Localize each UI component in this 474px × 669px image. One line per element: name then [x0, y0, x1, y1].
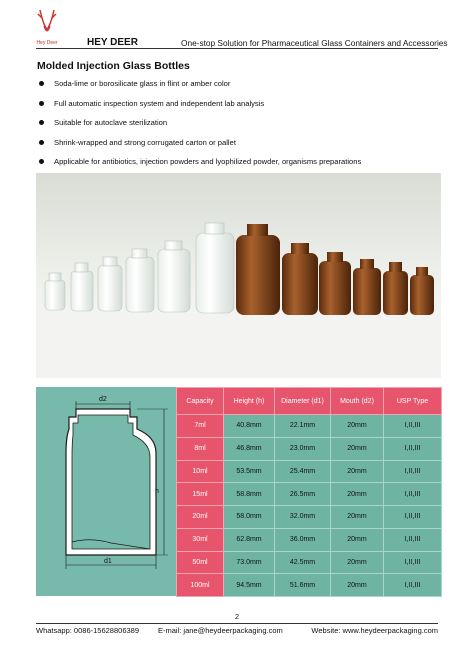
table-cell: 58.8mm	[224, 483, 275, 506]
column-header: USP Type	[384, 388, 442, 415]
table-cell: 26.5mm	[275, 483, 331, 506]
clear-bottle	[45, 223, 234, 313]
table-row	[177, 574, 442, 597]
bullet-icon	[39, 120, 44, 125]
footer-divider	[36, 623, 438, 624]
feature-item	[39, 118, 449, 138]
column-header: Diameter (d1)	[275, 388, 331, 415]
table-cell: 100ml	[177, 574, 224, 597]
table-cell: I,II,III	[384, 437, 442, 460]
table-cell: 50ml	[177, 551, 224, 574]
table-cell: 15ml	[177, 483, 224, 506]
table-cell: 20mm	[331, 437, 384, 460]
spec-table-wrap	[176, 387, 441, 596]
table-cell: 30ml	[177, 528, 224, 551]
feature-text: Suitable for autoclave sterilization	[54, 118, 168, 127]
table-cell: 53.5mm	[224, 460, 275, 483]
table-cell: 8ml	[177, 437, 224, 460]
footer-whatsapp: Whatsapp: 0086-15628806389	[36, 626, 140, 635]
table-header-row	[177, 388, 442, 415]
table-cell: 58.0mm	[224, 506, 275, 529]
table-row	[177, 483, 442, 506]
table-cell: 46.8mm	[224, 437, 275, 460]
table-cell: 20mm	[331, 528, 384, 551]
feature-list	[39, 79, 449, 177]
table-cell: I,II,III	[384, 528, 442, 551]
table-cell: 20ml	[177, 506, 224, 529]
table-cell: 23.0mm	[275, 437, 331, 460]
table-cell: 94.5mm	[224, 574, 275, 597]
table-cell: 20mm	[331, 415, 384, 438]
feature-item	[39, 99, 449, 119]
dimension-diagram	[36, 387, 176, 596]
bullet-icon	[39, 81, 44, 86]
bullet-icon	[39, 159, 44, 164]
spec-table	[176, 387, 442, 597]
bullet-icon	[39, 140, 44, 145]
table-cell: 62.8mm	[224, 528, 275, 551]
brand-name: HEY DEER	[87, 37, 138, 48]
feature-item	[39, 79, 449, 99]
table-cell: 32.0mm	[275, 506, 331, 529]
d1-label: d1	[104, 558, 112, 565]
table-cell: 20mm	[331, 460, 384, 483]
table-cell: 20mm	[331, 506, 384, 529]
table-cell: I,II,III	[384, 415, 442, 438]
footer-website[interactable]: Website: www.heydeerpackaging.com	[311, 626, 438, 635]
bullet-icon	[39, 101, 44, 106]
table-cell: 42.5mm	[275, 551, 331, 574]
table-row	[177, 506, 442, 529]
page-header	[0, 0, 474, 50]
table-cell: 25.4mm	[275, 460, 331, 483]
table-cell: 22.1mm	[275, 415, 331, 438]
feature-text: Soda-lime or borosilicate glass in flint or amber color	[54, 79, 231, 88]
page-number: 2	[234, 612, 240, 621]
amber-bottle	[236, 224, 434, 315]
table-cell: 40.8mm	[224, 415, 275, 438]
table-cell: 20mm	[331, 551, 384, 574]
table-cell: 20mm	[331, 483, 384, 506]
table-cell: 20mm	[331, 574, 384, 597]
feature-text: Shrink-wrapped and strong corrugated carton or pallet	[54, 137, 236, 147]
table-cell: I,II,III	[384, 506, 442, 529]
h-label: h	[155, 488, 159, 495]
product-photo	[36, 173, 441, 378]
header-divider	[36, 48, 438, 49]
page-title: Molded Injection Glass Bottles	[37, 60, 190, 72]
bottle-dimension-drawing	[36, 387, 176, 596]
column-header: Mouth (d2)	[331, 388, 384, 415]
column-header: Height (h)	[224, 388, 275, 415]
logo-text: Hey Deer	[36, 40, 58, 46]
table-row	[177, 528, 442, 551]
tagline: One-stop Solution for Pharmaceutical Glass Containers and Accessories	[181, 38, 448, 48]
table-cell: 36.0mm	[275, 528, 331, 551]
feature-item	[39, 138, 449, 158]
table-cell: 51.6mm	[275, 574, 331, 597]
table-cell: I,II,III	[384, 551, 442, 574]
table-cell: I,II,III	[384, 483, 442, 506]
table-row	[177, 551, 442, 574]
table-cell: I,II,III	[384, 460, 442, 483]
table-row	[177, 437, 442, 460]
table-row	[177, 460, 442, 483]
feature-text: Full automatic inspection system and independent lab analysis	[54, 98, 265, 108]
feature-text: Applicable for antibiotics, injection powders and lyophilized powder, organisms preparations	[54, 157, 362, 166]
table-cell: I,II,III	[384, 574, 442, 597]
footer-email[interactable]: E-mail: jane@heydeerpackaging.com	[158, 626, 283, 635]
table-row	[177, 415, 442, 438]
d2-label: d2	[99, 396, 107, 403]
table-cell: 10ml	[177, 460, 224, 483]
column-header: Capacity	[177, 388, 224, 415]
table-cell: 7ml	[177, 415, 224, 438]
bottles-illustration	[36, 173, 441, 378]
table-cell: 73.0mm	[224, 551, 275, 574]
